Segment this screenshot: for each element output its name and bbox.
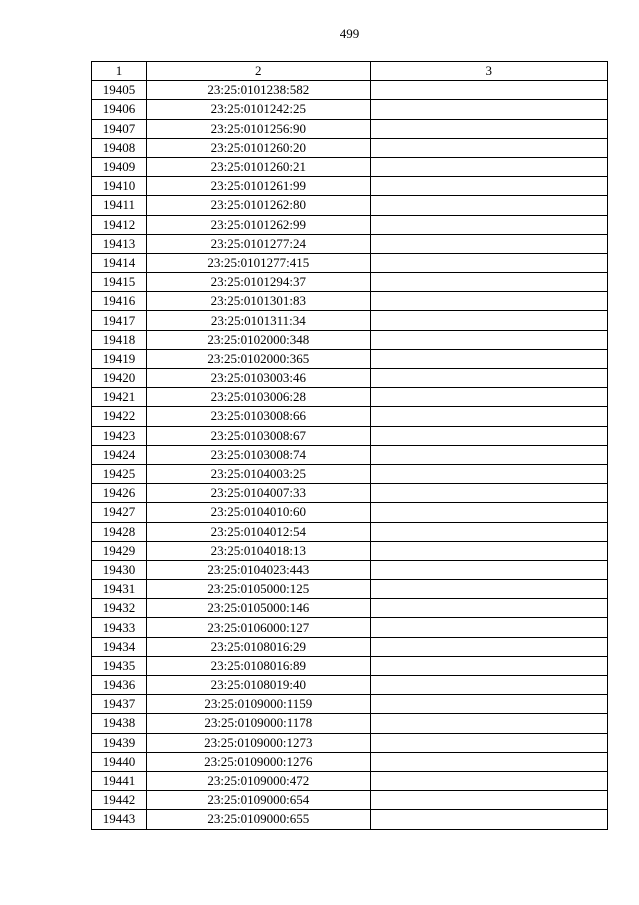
cadastral-number-cell: 23:25:0106000:127 [147, 618, 370, 637]
cadastral-number-cell: 23:25:0101311:34 [147, 311, 370, 330]
cadastral-number-cell: 23:25:0101262:80 [147, 196, 370, 215]
note-cell [370, 714, 607, 733]
note-cell [370, 541, 607, 560]
note-cell [370, 445, 607, 464]
row-number-cell: 19412 [92, 215, 147, 234]
row-number-cell: 19429 [92, 541, 147, 560]
row-number-cell: 19414 [92, 253, 147, 272]
note-cell [370, 388, 607, 407]
cadastral-number-cell: 23:25:0103008:66 [147, 407, 370, 426]
row-number-cell: 19406 [92, 100, 147, 119]
table-row [92, 349, 608, 368]
row-number-cell: 19423 [92, 426, 147, 445]
cadastral-number-cell: 23:25:0104010:60 [147, 503, 370, 522]
note-cell [370, 791, 607, 810]
note-cell [370, 771, 607, 790]
note-cell [370, 311, 607, 330]
row-number-cell: 19420 [92, 369, 147, 388]
table-row [92, 541, 608, 560]
table-row [92, 484, 608, 503]
row-number-cell: 19419 [92, 349, 147, 368]
row-number-cell: 19436 [92, 676, 147, 695]
table-row [92, 234, 608, 253]
note-cell [370, 676, 607, 695]
note-cell [370, 253, 607, 272]
note-cell [370, 349, 607, 368]
table-row [92, 81, 608, 100]
row-number-cell: 19421 [92, 388, 147, 407]
row-number-cell: 19413 [92, 234, 147, 253]
row-number-cell: 19417 [92, 311, 147, 330]
note-cell [370, 522, 607, 541]
cadastral-number-cell: 23:25:0104007:33 [147, 484, 370, 503]
table-row [92, 733, 608, 752]
table-row [92, 196, 608, 215]
cadastral-number-cell: 23:25:0109000:1273 [147, 733, 370, 752]
table-row [92, 330, 608, 349]
column-header-1: 1 [92, 62, 147, 81]
note-cell [370, 656, 607, 675]
cadastral-number-cell: 23:25:0109000:654 [147, 791, 370, 810]
row-number-cell: 19405 [92, 81, 147, 100]
cadastral-number-cell: 23:25:0101261:99 [147, 177, 370, 196]
note-cell [370, 330, 607, 349]
cadastral-number-cell: 23:25:0103003:46 [147, 369, 370, 388]
cadastral-number-cell: 23:25:0108019:40 [147, 676, 370, 695]
note-cell [370, 81, 607, 100]
row-number-cell: 19442 [92, 791, 147, 810]
row-number-cell: 19425 [92, 464, 147, 483]
table-row [92, 560, 608, 579]
cadastral-number-cell: 23:25:0109000:472 [147, 771, 370, 790]
note-cell [370, 810, 607, 829]
row-number-cell: 19407 [92, 119, 147, 138]
cadastral-number-cell: 23:25:0103008:74 [147, 445, 370, 464]
cadastral-number-cell: 23:25:0102000:348 [147, 330, 370, 349]
note-cell [370, 695, 607, 714]
table-row [92, 714, 608, 733]
table-row [92, 695, 608, 714]
cadastral-number-cell: 23:25:0104003:25 [147, 464, 370, 483]
cadastral-number-cell: 23:25:0104012:54 [147, 522, 370, 541]
cadastral-number-cell: 23:25:0104018:13 [147, 541, 370, 560]
cadastral-number-cell: 23:25:0104023:443 [147, 560, 370, 579]
cadastral-number-cell: 23:25:0103008:67 [147, 426, 370, 445]
note-cell [370, 157, 607, 176]
row-number-cell: 19434 [92, 637, 147, 656]
cadastral-number-cell: 23:25:0109000:1178 [147, 714, 370, 733]
note-cell [370, 580, 607, 599]
table-body [92, 81, 608, 829]
note-cell [370, 407, 607, 426]
note-cell [370, 119, 607, 138]
table-row [92, 580, 608, 599]
note-cell [370, 752, 607, 771]
note-cell [370, 733, 607, 752]
table-row [92, 771, 608, 790]
cadastral-number-cell: 23:25:0108016:29 [147, 637, 370, 656]
cadastral-number-cell: 23:25:0105000:125 [147, 580, 370, 599]
cadastral-number-cell: 23:25:0101294:37 [147, 273, 370, 292]
cadastral-number-cell: 23:25:0101301:83 [147, 292, 370, 311]
table-row [92, 157, 608, 176]
row-number-cell: 19426 [92, 484, 147, 503]
row-number-cell: 19443 [92, 810, 147, 829]
table-row [92, 618, 608, 637]
row-number-cell: 19424 [92, 445, 147, 464]
row-number-cell: 19430 [92, 560, 147, 579]
table-row [92, 599, 608, 618]
table-row [92, 292, 608, 311]
note-cell [370, 369, 607, 388]
note-cell [370, 196, 607, 215]
row-number-cell: 19422 [92, 407, 147, 426]
cadastral-number-cell: 23:25:0101260:21 [147, 157, 370, 176]
cadastral-number-cell: 23:25:0101277:415 [147, 253, 370, 272]
table-row [92, 752, 608, 771]
cadastral-number-cell: 23:25:0101260:20 [147, 138, 370, 157]
row-number-cell: 19411 [92, 196, 147, 215]
cadastral-number-cell: 23:25:0102000:365 [147, 349, 370, 368]
table-row [92, 791, 608, 810]
table-header-row [92, 62, 608, 81]
page-number: 499 [339, 26, 360, 41]
row-number-cell: 19416 [92, 292, 147, 311]
row-number-cell: 19410 [92, 177, 147, 196]
row-number-cell: 19415 [92, 273, 147, 292]
row-number-cell: 19418 [92, 330, 147, 349]
note-cell [370, 234, 607, 253]
table-row [92, 177, 608, 196]
table-row [92, 676, 608, 695]
table-row [92, 273, 608, 292]
table-row [92, 656, 608, 675]
note-cell [370, 100, 607, 119]
note-cell [370, 426, 607, 445]
table-row [92, 522, 608, 541]
table-row [92, 407, 608, 426]
table-row [92, 311, 608, 330]
note-cell [370, 503, 607, 522]
note-cell [370, 560, 607, 579]
note-cell [370, 273, 607, 292]
table-row [92, 253, 608, 272]
cadastral-number-cell: 23:25:0105000:146 [147, 599, 370, 618]
table-row [92, 138, 608, 157]
cadastral-number-cell: 23:25:0108016:89 [147, 656, 370, 675]
table-row [92, 503, 608, 522]
note-cell [370, 637, 607, 656]
cadastral-number-cell: 23:25:0101277:24 [147, 234, 370, 253]
row-number-cell: 19427 [92, 503, 147, 522]
cadastral-number-cell: 23:25:0103006:28 [147, 388, 370, 407]
row-number-cell: 19408 [92, 138, 147, 157]
cadastral-number-cell: 23:25:0101242:25 [147, 100, 370, 119]
table-row [92, 426, 608, 445]
table-row [92, 215, 608, 234]
table-row [92, 637, 608, 656]
cadastral-number-cell: 23:25:0109000:1159 [147, 695, 370, 714]
row-number-cell: 19440 [92, 752, 147, 771]
cadastral-number-cell: 23:25:0109000:655 [147, 810, 370, 829]
cadastral-number-cell: 23:25:0101238:582 [147, 81, 370, 100]
row-number-cell: 19433 [92, 618, 147, 637]
table-row [92, 445, 608, 464]
note-cell [370, 138, 607, 157]
row-number-cell: 19428 [92, 522, 147, 541]
table-row [92, 100, 608, 119]
note-cell [370, 292, 607, 311]
table-row [92, 388, 608, 407]
data-table [91, 61, 608, 830]
note-cell [370, 464, 607, 483]
note-cell [370, 599, 607, 618]
row-number-cell: 19438 [92, 714, 147, 733]
note-cell [370, 618, 607, 637]
table-row [92, 810, 608, 829]
row-number-cell: 19439 [92, 733, 147, 752]
cadastral-number-cell: 23:25:0101262:99 [147, 215, 370, 234]
note-cell [370, 177, 607, 196]
cadastral-number-cell: 23:25:0101256:90 [147, 119, 370, 138]
note-cell [370, 215, 607, 234]
row-number-cell: 19435 [92, 656, 147, 675]
table-row [92, 369, 608, 388]
row-number-cell: 19437 [92, 695, 147, 714]
table-row [92, 464, 608, 483]
note-cell [370, 484, 607, 503]
table-row [92, 119, 608, 138]
row-number-cell: 19432 [92, 599, 147, 618]
cadastral-number-cell: 23:25:0109000:1276 [147, 752, 370, 771]
column-header-2: 2 [147, 62, 370, 81]
row-number-cell: 19441 [92, 771, 147, 790]
column-header-3: 3 [370, 62, 607, 81]
row-number-cell: 19409 [92, 157, 147, 176]
row-number-cell: 19431 [92, 580, 147, 599]
